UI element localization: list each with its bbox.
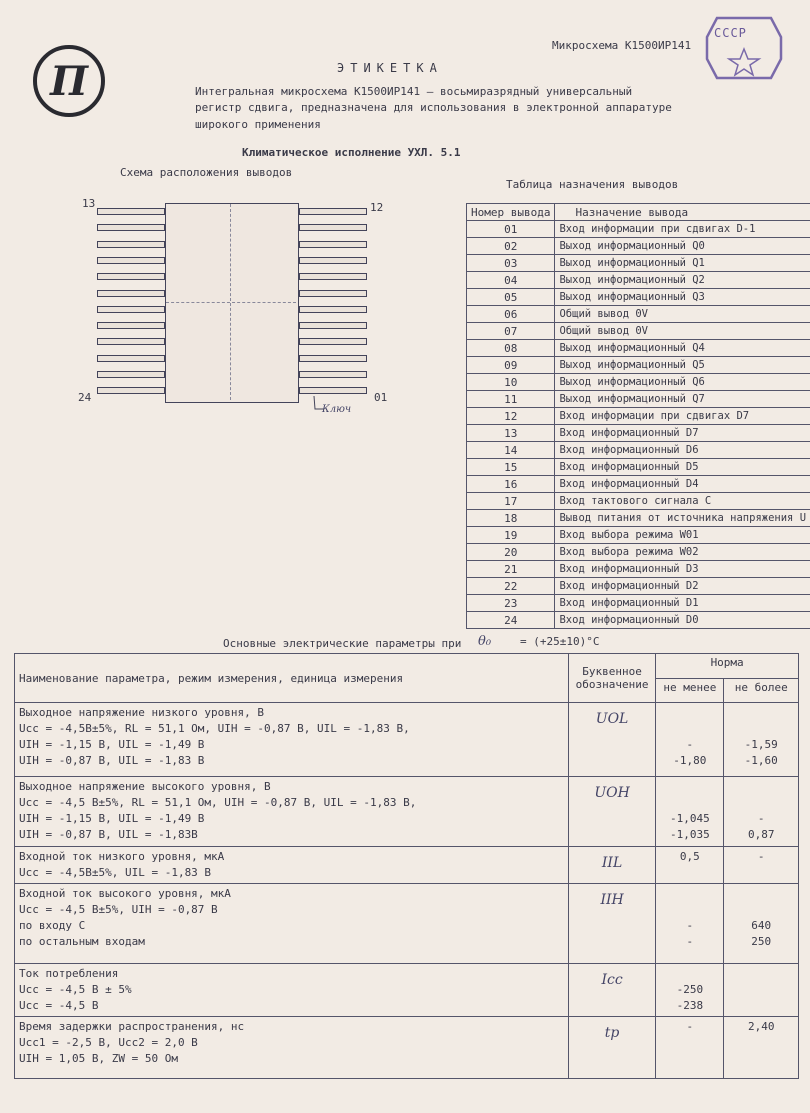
chip-body [165, 203, 299, 403]
pin-number: 12 [467, 408, 555, 425]
pin-row [467, 306, 810, 323]
param-min-value: -1,035 [669, 828, 710, 841]
pin-purpose: Выход информационный Q5 [555, 357, 810, 374]
param-max-value [728, 982, 794, 998]
param-line: UIH = 1,05 В, ZW = 50 Ом [19, 1052, 178, 1065]
param-min-value: -250 [676, 983, 704, 996]
param-min-value [660, 721, 719, 737]
pin-number: 21 [467, 561, 555, 578]
param-min-value [660, 705, 719, 721]
chip-lead [97, 355, 165, 362]
pin-purpose: Выход информационный Q2 [555, 272, 810, 289]
param-line: UIH = -0,87 В, UIL = -1,83В [19, 828, 198, 841]
param-max-value [728, 998, 794, 1014]
pin-number: 22 [467, 578, 555, 595]
param-min-value [660, 966, 719, 982]
param-symbol [568, 1017, 655, 1079]
param-max-value [728, 779, 794, 795]
pin-row [467, 425, 810, 442]
pin-row [467, 408, 810, 425]
param-min [656, 1017, 724, 1079]
param-symbol [568, 884, 655, 964]
pin-purpose: Общий вывод 0V [555, 306, 810, 323]
pin-label-24: 24 [78, 391, 92, 404]
chip-lead [97, 273, 165, 280]
chip-lead [97, 290, 165, 297]
pin-number: 04 [467, 272, 555, 289]
description-line-3: широкого применения [195, 118, 321, 131]
pin-purpose: Вход информационный D2 [555, 578, 810, 595]
param-min-value: - [686, 1020, 694, 1033]
pin-number: 01 [467, 221, 555, 238]
param-row [15, 964, 799, 1017]
pin-number: 03 [467, 255, 555, 272]
param-max-value: 250 [751, 935, 772, 948]
param-max-value [728, 886, 794, 902]
param-max-value [728, 721, 794, 737]
pin-purpose: Выход информационный Q1 [555, 255, 810, 272]
pin-number: 09 [467, 357, 555, 374]
param-line: UIH = -1,15 В, UIL = -1,49 В [19, 738, 205, 751]
label-title: ЭТИКЕТКА [337, 61, 443, 75]
param-symbol-text: tp [604, 1025, 620, 1041]
param-max-value: -1,60 [744, 754, 778, 767]
chip-lead [97, 208, 165, 215]
pin-purpose: Вход информационный D3 [555, 561, 810, 578]
pin-label-13: 13 [82, 197, 96, 210]
chip-lead [97, 371, 165, 378]
pin-table [466, 203, 810, 629]
param-max [724, 1017, 799, 1079]
pin-table-header-number: Номер вывода [467, 204, 555, 221]
chip-lead [299, 224, 367, 231]
params-header-norm: Норма [656, 654, 799, 679]
params-caption: Основные электрические параметры при [223, 637, 462, 650]
param-max-value [728, 795, 794, 811]
param-min [656, 777, 724, 847]
param-min-value [660, 1035, 719, 1051]
param-max-value [728, 1035, 794, 1051]
pin-row [467, 442, 810, 459]
pin-row [467, 595, 810, 612]
pin-number: 11 [467, 391, 555, 408]
param-min-value: -238 [676, 999, 704, 1012]
pin-number: 08 [467, 340, 555, 357]
chip-lead [299, 387, 367, 394]
param-max-value [728, 902, 794, 918]
param-symbol-text: UOH [594, 785, 630, 801]
pin-row [467, 476, 810, 493]
param-min [656, 964, 724, 1017]
chip-lead [299, 355, 367, 362]
ussr-stamp-icon [705, 15, 783, 81]
param-max-value: -1,59 [744, 738, 778, 751]
chip-lead [299, 241, 367, 248]
chip-lead [299, 290, 367, 297]
params-header-name: Наименование параметра, режим измерения, единица измерения [15, 654, 569, 703]
param-line: UIH = -1,15 В, UIL = -1,49 В [19, 812, 205, 825]
pin-purpose: Вход тактового сигнала С [555, 493, 810, 510]
param-row [15, 1017, 799, 1079]
diagram-title: Схема расположения выводов [120, 166, 293, 179]
factory-logo: П [33, 45, 105, 117]
pin-number: 16 [467, 476, 555, 493]
chip-lead [299, 322, 367, 329]
pin-row [467, 561, 810, 578]
param-max [724, 847, 799, 884]
pin-purpose: Вход информационный D0 [555, 612, 810, 629]
param-max-value [728, 705, 794, 721]
pin-purpose: Вход информации при сдвигах D-1 [555, 221, 810, 238]
pin-purpose: Выход информационный Q7 [555, 391, 810, 408]
pin-purpose: Выход информационный Q4 [555, 340, 810, 357]
param-min-value [660, 779, 719, 795]
params-header-max: не более [724, 678, 799, 703]
param-min [656, 884, 724, 964]
pin-number: 06 [467, 306, 555, 323]
param-line: Время задержки распространения, нс [19, 1020, 245, 1033]
param-min-value [660, 865, 719, 881]
pin-purpose: Вход информационный D6 [555, 442, 810, 459]
pin-row [467, 289, 810, 306]
pin-number: 19 [467, 527, 555, 544]
param-min [656, 847, 724, 884]
pin-row [467, 612, 810, 629]
pin-purpose: Вход выбора режима W02 [555, 544, 810, 561]
params-caption-symbol: θ₀ [478, 634, 492, 649]
param-max [724, 777, 799, 847]
pin-row [467, 510, 810, 527]
description-line-2: регистр сдвига, предназначена для использования в электронной аппаратуре [195, 101, 672, 114]
param-min-value: - [686, 935, 694, 948]
param-line: Ucc1 = -2,5 В, Ucc2 = 2,0 В [19, 1036, 198, 1049]
param-max-value: 640 [751, 919, 772, 932]
pin-number: 15 [467, 459, 555, 476]
pin-number: 10 [467, 374, 555, 391]
param-max-value [728, 865, 794, 881]
stamp-text: СССР [714, 26, 747, 40]
param-max-value [728, 966, 794, 982]
pin-row [467, 357, 810, 374]
param-line: по остальным входам [19, 935, 145, 948]
params-header-min: не менее [656, 678, 724, 703]
param-symbol-text: IIH [600, 892, 624, 908]
param-symbol [568, 703, 655, 777]
pin-row [467, 221, 810, 238]
param-line: Ucc = -4,5В±5%, UIL = -1,83 В [19, 866, 212, 879]
param-max [724, 703, 799, 777]
chip-lead [97, 257, 165, 264]
chip-lead [97, 306, 165, 313]
param-min-value [660, 886, 719, 902]
pin-purpose: Вход выбора режима W01 [555, 527, 810, 544]
param-min-value [660, 902, 719, 918]
param-row [15, 884, 799, 964]
param-max [724, 884, 799, 964]
pin-purpose: Вход информации при сдвигах D7 [555, 408, 810, 425]
pin-number: 13 [467, 425, 555, 442]
pin-row [467, 391, 810, 408]
params-header-symbol: Буквенное обозначение [568, 654, 655, 703]
pin-purpose: Вход информационный D5 [555, 459, 810, 476]
param-line: Ucc = -4,5 В±5%, UIH = -0,87 В [19, 903, 218, 916]
param-symbol [568, 777, 655, 847]
param-line: по входу С [19, 919, 86, 932]
param-max-value [728, 1051, 794, 1067]
param-min-value: 0,5 [679, 850, 700, 863]
chip-lead [97, 387, 165, 394]
chip-lead [97, 241, 165, 248]
param-description [15, 884, 569, 964]
chip-name: Микросхема К1500ИР141 [552, 39, 692, 52]
pin-label-01: 01 [374, 391, 388, 404]
pin-purpose: Вход информационный D4 [555, 476, 810, 493]
param-line: UIH = -0,87 В, UIL = -1,83 В [19, 754, 205, 767]
chip-lead [299, 273, 367, 280]
pin-purpose: Выход информационный Q0 [555, 238, 810, 255]
param-row [15, 703, 799, 777]
key-arrow-icon [312, 395, 326, 411]
pin-row [467, 493, 810, 510]
pin-number: 02 [467, 238, 555, 255]
param-line: Ucc = -4,5В±5%, RL = 51,1 Ом, UIH = -0,87 В, UIL = -1,83 В, [19, 722, 410, 735]
pin-row [467, 527, 810, 544]
pin-purpose: Выход информационный Q6 [555, 374, 810, 391]
param-line: Выходное напряжение низкого уровня, В [19, 706, 265, 719]
param-line: Входной ток высокого уровня, мкА [19, 887, 231, 900]
pin-row [467, 255, 810, 272]
climate-text: Климатическое исполнение УХЛ. 5.1 [242, 146, 461, 159]
pin-purpose: Вход информационный D7 [555, 425, 810, 442]
pin-row [467, 459, 810, 476]
description-line-1: Интегральная микросхема К1500ИР141 – восьмиразрядный универсальный [195, 85, 633, 98]
pin-number: 23 [467, 595, 555, 612]
pin-table-header-purpose: Назначение вывода [555, 204, 810, 221]
chip-lead [299, 257, 367, 264]
param-line: Выходное напряжение высокого уровня, В [19, 780, 271, 793]
chip-lead [97, 338, 165, 345]
pin-purpose: Вывод питания от источника напряжения U [555, 510, 810, 527]
param-description [15, 1017, 569, 1079]
pin-row [467, 578, 810, 595]
param-min-value [660, 795, 719, 811]
param-max [724, 964, 799, 1017]
param-min-value: - [686, 738, 694, 751]
param-line: Входной ток низкого уровня, мкА [19, 850, 225, 863]
key-label: Ключ [322, 404, 352, 415]
pin-row [467, 544, 810, 561]
chip-lead [299, 208, 367, 215]
param-symbol [568, 964, 655, 1017]
param-symbol [568, 847, 655, 884]
param-description [15, 777, 569, 847]
pin-label-12: 12 [370, 201, 384, 214]
param-symbol-text: Icc [601, 972, 623, 988]
pin-row [467, 323, 810, 340]
pin-table-title: Таблица назначения выводов [506, 178, 679, 191]
param-row [15, 847, 799, 884]
param-line: Ток потребления [19, 967, 119, 980]
param-min-value: -1,045 [669, 812, 710, 825]
params-caption-value: = (+25±10)°С [520, 635, 600, 648]
chip-lead [299, 371, 367, 378]
pin-purpose: Выход информационный Q3 [555, 289, 810, 306]
pin-row [467, 272, 810, 289]
param-max-value: 2,40 [747, 1020, 775, 1033]
pin-number: 14 [467, 442, 555, 459]
pin-number: 17 [467, 493, 555, 510]
param-symbol-text: IIL [601, 855, 623, 871]
chip-lead [299, 306, 367, 313]
param-max-value: - [757, 850, 765, 863]
params-table [14, 653, 799, 1079]
param-max-value: - [757, 812, 765, 825]
pin-number: 05 [467, 289, 555, 306]
pin-row [467, 374, 810, 391]
param-min-value: - [686, 919, 694, 932]
pin-number: 07 [467, 323, 555, 340]
pin-row [467, 340, 810, 357]
chip-lead [97, 224, 165, 231]
param-symbol-text: UOL [595, 711, 629, 727]
param-line: Ucc = -4,5 В [19, 999, 99, 1012]
pin-number: 24 [467, 612, 555, 629]
param-min-value: -1,80 [673, 754, 707, 767]
param-min-value [660, 1051, 719, 1067]
param-min [656, 703, 724, 777]
chip-lead [299, 338, 367, 345]
pin-purpose: Вход информационный D1 [555, 595, 810, 612]
chip-lead [97, 322, 165, 329]
pin-number: 18 [467, 510, 555, 527]
param-row [15, 777, 799, 847]
param-description [15, 847, 569, 884]
param-description [15, 703, 569, 777]
param-max-value: 0,87 [747, 828, 775, 841]
param-description [15, 964, 569, 1017]
pin-purpose: Общий вывод 0V [555, 323, 810, 340]
param-line: Ucc = -4,5 В±5%, RL = 51,1 Ом, UIH = -0,87 В, UIL = -1,83 В, [19, 796, 417, 809]
pin-row [467, 238, 810, 255]
param-line: Ucc = -4,5 В ± 5% [19, 983, 132, 996]
pin-number: 20 [467, 544, 555, 561]
